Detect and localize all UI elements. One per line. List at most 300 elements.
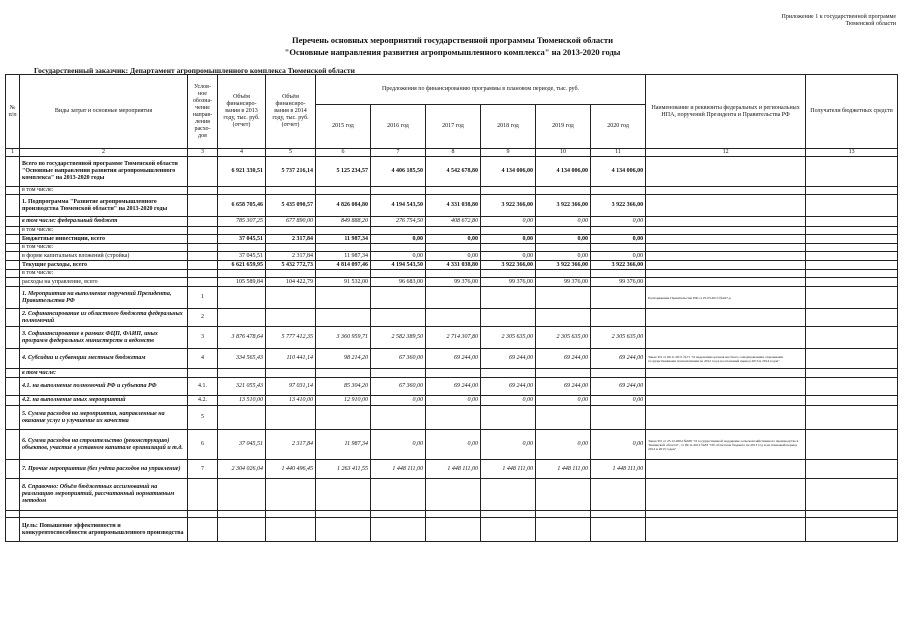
amount-cell — [218, 244, 266, 252]
amount-cell: 0,00 — [591, 235, 646, 244]
measure-name-cell: 1. Мероприятия на выполнение поручений Президента, Правительства РФ — [20, 287, 188, 309]
amount-cell — [591, 270, 646, 278]
npa-cell — [646, 195, 806, 217]
recipient-cell — [806, 252, 898, 261]
amount-cell: 37 045,51 — [218, 235, 266, 244]
amount-cell: 2 305 635,00 — [591, 327, 646, 349]
recipient-cell — [806, 195, 898, 217]
amount-cell — [591, 187, 646, 195]
header-vol2013: Объём финансиро- вания в 2013 году, тыс. руб. (отчет) — [218, 75, 266, 149]
table-row — [6, 252, 898, 261]
measure-name-cell: в том числе: федеральный бюджет — [20, 217, 188, 227]
column-number: 5 — [266, 149, 316, 157]
recipient-cell — [806, 327, 898, 349]
amount-cell: 105 589,84 — [218, 278, 266, 287]
amount-cell: 1 448 111,00 — [536, 460, 591, 479]
amount-cell: 0,00 — [536, 252, 591, 261]
row-number-cell — [6, 261, 20, 270]
row-number-cell — [6, 518, 20, 542]
column-number: 11 — [591, 149, 646, 157]
measure-name-cell: 8. Справочно: Объём бюджетных ассигнований на реализацию мероприятий, рассчитанный нормативным методом — [20, 479, 188, 511]
amount-cell — [426, 309, 481, 327]
amount-cell — [426, 270, 481, 278]
amount-cell — [218, 287, 266, 309]
column-number: 9 — [481, 149, 536, 157]
amount-cell — [266, 369, 316, 378]
column-number: 10 — [536, 149, 591, 157]
amount-cell: 321 055,43 — [218, 378, 266, 396]
amount-cell: 3 922 366,00 — [536, 195, 591, 217]
amount-cell: 0,00 — [591, 252, 646, 261]
amount-cell — [426, 511, 481, 518]
direction-code-cell — [188, 261, 218, 270]
npa-cell — [646, 261, 806, 270]
table-row — [6, 261, 898, 270]
amount-cell — [371, 227, 426, 235]
amount-cell — [218, 511, 266, 518]
amount-cell: 67 360,00 — [371, 378, 426, 396]
amount-cell — [266, 270, 316, 278]
amount-cell: 0,00 — [481, 430, 536, 460]
amount-cell — [218, 518, 266, 542]
recipient-cell — [806, 309, 898, 327]
amount-cell: 0,00 — [481, 235, 536, 244]
npa-cell — [646, 309, 806, 327]
amount-cell: 2 317,84 — [266, 252, 316, 261]
measure-name-cell: 5. Сумма расходов на мероприятия, направленные на оказание услуг и улучшение их качества — [20, 406, 188, 430]
column-number: 13 — [806, 149, 898, 157]
column-number: 3 — [188, 149, 218, 157]
row-number-cell — [6, 349, 20, 369]
amount-cell: 3 360 959,71 — [316, 327, 371, 349]
header-recipients: Получатели бюджетных средств — [806, 75, 898, 149]
amount-cell: 334 565,43 — [218, 349, 266, 369]
amount-cell: 97 031,14 — [266, 378, 316, 396]
amount-cell: 67 360,00 — [371, 349, 426, 369]
amount-cell: 4 542 678,80 — [426, 157, 481, 187]
amount-cell: 3 922 366,00 — [591, 261, 646, 270]
recipient-cell — [806, 261, 898, 270]
table-row — [6, 479, 898, 511]
amount-cell — [591, 369, 646, 378]
amount-cell: 99 376,00 — [536, 278, 591, 287]
amount-cell — [426, 406, 481, 430]
table-row — [6, 287, 898, 309]
direction-code-cell: 2 — [188, 309, 218, 327]
amount-cell — [218, 187, 266, 195]
table-body — [6, 157, 898, 542]
recipient-cell — [806, 244, 898, 252]
amount-cell — [371, 187, 426, 195]
amount-cell: 104 422,79 — [266, 278, 316, 287]
amount-cell: 110 441,14 — [266, 349, 316, 369]
amount-cell: 0,00 — [536, 217, 591, 227]
direction-code-cell: 6 — [188, 430, 218, 460]
amount-cell — [591, 518, 646, 542]
amount-cell — [266, 406, 316, 430]
column-number: 12 — [646, 149, 806, 157]
amount-cell: 98 214,20 — [316, 349, 371, 369]
amount-cell: 4 814 097,46 — [316, 261, 371, 270]
amount-cell: 2 582 389,50 — [371, 327, 426, 349]
amount-cell — [316, 479, 371, 511]
amount-cell — [536, 227, 591, 235]
amount-cell — [218, 270, 266, 278]
amount-cell: 2 305 635,00 — [536, 327, 591, 349]
recipient-cell — [806, 406, 898, 430]
amount-cell: 1 448 111,00 — [426, 460, 481, 479]
table-row — [6, 378, 898, 396]
amount-cell: 3 922 366,00 — [481, 195, 536, 217]
header-year: 2015 год — [316, 105, 371, 149]
amount-cell — [266, 479, 316, 511]
amount-cell: 4 194 543,50 — [371, 261, 426, 270]
row-number-cell — [6, 157, 20, 187]
recipient-cell — [806, 479, 898, 511]
npa-cell — [646, 378, 806, 396]
row-number-cell — [6, 511, 20, 518]
npa-cell — [646, 511, 806, 518]
measure-name-cell: Текущие расходы, всего — [20, 261, 188, 270]
amount-cell — [591, 309, 646, 327]
measure-name-cell: расходы на управление, всего — [20, 278, 188, 287]
amount-cell: 6 921 330,51 — [218, 157, 266, 187]
table-row — [6, 187, 898, 195]
amount-cell — [426, 227, 481, 235]
table-row — [6, 270, 898, 278]
amount-cell: 2 317,84 — [266, 235, 316, 244]
amount-cell: 69 244,00 — [481, 349, 536, 369]
amount-cell — [266, 511, 316, 518]
npa-cell — [646, 396, 806, 406]
row-number-cell — [6, 309, 20, 327]
document-title: Перечень основных мероприятий государственной программы Тюменской области — [291, 35, 614, 45]
direction-code-cell — [188, 479, 218, 511]
recipient-cell — [806, 270, 898, 278]
row-number-cell — [6, 460, 20, 479]
table-row — [6, 227, 898, 235]
recipient-cell — [806, 187, 898, 195]
amount-cell — [316, 270, 371, 278]
npa-cell: Закон ТО от 25.12.2004 №605 "О государственной поддержке сельскохозяйственного производства в Тюменской области", от 09.11.2012 №83 "Об областном бюджете на 2013 год и на плановый период 2014 и 2015 годов" — [646, 430, 806, 460]
measure-name-cell: 4. Субсидии и субвенции местным бюджетам — [20, 349, 188, 369]
row-number-cell — [6, 278, 20, 287]
direction-code-cell — [188, 157, 218, 187]
amount-cell: 1 448 111,00 — [371, 460, 426, 479]
npa-cell — [646, 479, 806, 511]
npa-cell — [646, 278, 806, 287]
amount-cell — [371, 406, 426, 430]
direction-code-cell — [188, 244, 218, 252]
amount-cell — [481, 270, 536, 278]
table-row — [6, 195, 898, 217]
amount-cell: 0,00 — [371, 430, 426, 460]
amount-cell: 0,00 — [371, 235, 426, 244]
npa-cell — [646, 406, 806, 430]
amount-cell — [316, 511, 371, 518]
amount-cell: 5 432 772,73 — [266, 261, 316, 270]
amount-cell: 96 683,00 — [371, 278, 426, 287]
table-row — [6, 511, 898, 518]
amount-cell — [316, 187, 371, 195]
column-number: 1 — [6, 149, 20, 157]
amount-cell — [481, 479, 536, 511]
amount-cell — [481, 406, 536, 430]
amount-cell — [426, 369, 481, 378]
table-row — [6, 369, 898, 378]
amount-cell — [371, 369, 426, 378]
table-row — [6, 349, 898, 369]
amount-cell: 4 331 038,80 — [426, 261, 481, 270]
row-number-cell — [6, 378, 20, 396]
measures-table — [5, 74, 898, 542]
table-row — [6, 327, 898, 349]
amount-cell: 5 737 216,14 — [266, 157, 316, 187]
amount-cell: 0,00 — [536, 235, 591, 244]
row-number-cell — [6, 195, 20, 217]
amount-cell: 69 244,00 — [426, 378, 481, 396]
direction-code-cell — [188, 369, 218, 378]
amount-cell: 0,00 — [426, 430, 481, 460]
amount-cell — [426, 287, 481, 309]
measure-name-cell: Всего по государственной программе Тюменской области "Основные направления развития агропромышленного комплекса" на 2013-2020 годы — [20, 157, 188, 187]
amount-cell — [481, 187, 536, 195]
amount-cell: 6 621 659,95 — [218, 261, 266, 270]
amount-cell — [316, 369, 371, 378]
row-number-cell — [6, 227, 20, 235]
amount-cell — [371, 511, 426, 518]
header-year: 2019 год — [536, 105, 591, 149]
appendix-line: Тюменской области — [845, 21, 896, 27]
amount-cell — [218, 369, 266, 378]
table-row — [6, 406, 898, 430]
npa-cell — [646, 217, 806, 227]
amount-cell: 13 410,00 — [266, 396, 316, 406]
amount-cell: 5 435 090,57 — [266, 195, 316, 217]
row-number-cell — [6, 252, 20, 261]
amount-cell — [266, 187, 316, 195]
amount-cell — [536, 287, 591, 309]
amount-cell: 0,00 — [591, 430, 646, 460]
amount-cell: 0,00 — [591, 217, 646, 227]
recipient-cell — [806, 369, 898, 378]
amount-cell — [371, 287, 426, 309]
amount-cell — [266, 518, 316, 542]
amount-cell: 4 194 543,50 — [371, 195, 426, 217]
recipient-cell — [806, 460, 898, 479]
row-number-cell — [6, 479, 20, 511]
recipient-cell — [806, 511, 898, 518]
direction-code-cell: 1 — [188, 287, 218, 309]
amount-cell — [536, 369, 591, 378]
appendix-line: Приложение 1 к государственной программе — [781, 14, 896, 20]
amount-cell: 2 714 307,80 — [426, 327, 481, 349]
amount-cell: 99 376,00 — [481, 278, 536, 287]
column-number: 7 — [371, 149, 426, 157]
amount-cell — [371, 270, 426, 278]
amount-cell: 11 987,34 — [316, 235, 371, 244]
direction-code-cell — [188, 511, 218, 518]
recipient-cell — [806, 157, 898, 187]
table-row — [6, 460, 898, 479]
amount-cell: 1 448 111,00 — [481, 460, 536, 479]
column-number: 6 — [316, 149, 371, 157]
measure-name-cell: 6. Сумма расходов на строительство (реконструкцию) объектов, участие в уставном капитале организаций и т.д. — [20, 430, 188, 460]
amount-cell: 5 777 412,35 — [266, 327, 316, 349]
amount-cell — [426, 244, 481, 252]
amount-cell: 1 448 111,00 — [591, 460, 646, 479]
row-number-cell — [6, 287, 20, 309]
amount-cell — [218, 227, 266, 235]
direction-code-cell — [188, 278, 218, 287]
amount-cell: 0,00 — [426, 396, 481, 406]
recipient-cell — [806, 349, 898, 369]
header-npa: Наименование и реквизиты федеральных и региональных НПА, поручений Президента и Правительства РФ — [646, 75, 806, 149]
npa-cell — [646, 518, 806, 542]
amount-cell — [426, 479, 481, 511]
amount-cell — [316, 244, 371, 252]
header-vol2014: Объём финансиро- вания в 2014 году, тыс. руб. (отчет) — [266, 75, 316, 149]
direction-code-cell: 3 — [188, 327, 218, 349]
measure-name-cell: 4.2. на выполнение иных мероприятий — [20, 396, 188, 406]
amount-cell: 99 376,00 — [591, 278, 646, 287]
amount-cell: 13 510,00 — [218, 396, 266, 406]
row-number-cell — [6, 187, 20, 195]
amount-cell — [316, 227, 371, 235]
header-year: 2016 год — [371, 105, 426, 149]
amount-cell: 677 890,00 — [266, 217, 316, 227]
measure-name-cell: Цель: Повышение эффективности и конкурентоспособности агропромышленного производства — [20, 518, 188, 542]
amount-cell: 69 244,00 — [536, 378, 591, 396]
amount-cell — [218, 479, 266, 511]
amount-cell: 0,00 — [371, 252, 426, 261]
row-number-cell — [6, 369, 20, 378]
amount-cell: 12 910,00 — [316, 396, 371, 406]
recipient-cell — [806, 287, 898, 309]
amount-cell: 4 134 006,00 — [536, 157, 591, 187]
amount-cell — [316, 309, 371, 327]
header-year: 2018 год — [481, 105, 536, 149]
amount-cell — [316, 518, 371, 542]
amount-cell — [316, 406, 371, 430]
measure-name-cell: в том числе: — [20, 227, 188, 235]
header-year: 2020 год — [591, 105, 646, 149]
amount-cell: 11 987,34 — [316, 252, 371, 261]
measure-name-cell — [20, 511, 188, 518]
amount-cell — [426, 518, 481, 542]
amount-cell: 99 376,00 — [426, 278, 481, 287]
amount-cell: 1 263 411,55 — [316, 460, 371, 479]
table-row — [6, 309, 898, 327]
amount-cell: 37 045,51 — [218, 430, 266, 460]
amount-cell: 3 922 366,00 — [591, 195, 646, 217]
amount-cell: 4 406 185,50 — [371, 157, 426, 187]
direction-code-cell — [188, 235, 218, 244]
recipient-cell — [806, 235, 898, 244]
amount-cell: 0,00 — [481, 252, 536, 261]
amount-cell — [591, 479, 646, 511]
amount-cell: 2 317,84 — [266, 430, 316, 460]
direction-code-cell: 4 — [188, 349, 218, 369]
npa-cell — [646, 252, 806, 261]
measure-name-cell: Бюджетные инвестиции, всего — [20, 235, 188, 244]
measure-name-cell: 1. Подпрограмма "Развитие агропромышленного производства Тюменской области" на 2013-2020 годы — [20, 195, 188, 217]
amount-cell — [536, 406, 591, 430]
npa-cell: Распоряжение Правительства РФ от 25.03.2013 №427-р — [646, 287, 806, 309]
amount-cell: 69 244,00 — [591, 378, 646, 396]
recipient-cell — [806, 227, 898, 235]
amount-cell: 2 304 026,04 — [218, 460, 266, 479]
amount-cell: 69 244,00 — [426, 349, 481, 369]
row-number-cell — [6, 430, 20, 460]
amount-cell: 0,00 — [536, 430, 591, 460]
amount-cell: 4 826 084,80 — [316, 195, 371, 217]
amount-cell — [266, 309, 316, 327]
appendix-note — [700, 14, 896, 28]
customer-line: Государственный заказчик: Департамент агропромышленного комплекса Тюменской области — [34, 66, 355, 75]
npa-cell — [646, 227, 806, 235]
direction-code-cell: 4.1. — [188, 378, 218, 396]
amount-cell: 3 922 366,00 — [536, 261, 591, 270]
amount-cell — [218, 406, 266, 430]
table-row — [6, 430, 898, 460]
amount-cell: 849 888,20 — [316, 217, 371, 227]
amount-cell — [371, 244, 426, 252]
row-number-cell — [6, 396, 20, 406]
amount-cell: 6 658 705,46 — [218, 195, 266, 217]
npa-cell — [646, 460, 806, 479]
amount-cell: 2 305 635,00 — [481, 327, 536, 349]
table-row — [6, 235, 898, 244]
recipient-cell — [806, 396, 898, 406]
amount-cell — [316, 287, 371, 309]
direction-code-cell: 5 — [188, 406, 218, 430]
amount-cell: 3 876 478,64 — [218, 327, 266, 349]
npa-cell — [646, 187, 806, 195]
amount-cell: 0,00 — [591, 396, 646, 406]
amount-cell: 5 125 234,57 — [316, 157, 371, 187]
amount-cell — [591, 406, 646, 430]
header-year: 2017 год — [426, 105, 481, 149]
amount-cell — [591, 511, 646, 518]
header-proposed: Предложения по финансированию программы в плановом периоде, тыс. руб. — [316, 75, 646, 105]
amount-cell — [371, 309, 426, 327]
amount-cell — [591, 244, 646, 252]
direction-code-cell — [188, 518, 218, 542]
amount-cell — [266, 287, 316, 309]
amount-cell — [218, 309, 266, 327]
npa-cell — [646, 270, 806, 278]
amount-cell: 11 987,34 — [316, 430, 371, 460]
npa-cell — [646, 327, 806, 349]
direction-code-cell — [188, 252, 218, 261]
npa-cell — [646, 244, 806, 252]
direction-code-cell — [188, 195, 218, 217]
amount-cell — [481, 511, 536, 518]
npa-cell: Закон ТО от 09.11.2011 №71 "О наделении органов местного самоуправления отдельными государственными полномочиями на 2012 год и на плановый период 2013 и 2014 годов" — [646, 349, 806, 369]
column-number-row — [6, 149, 898, 157]
amount-cell — [426, 187, 481, 195]
amount-cell: 37 045,51 — [218, 252, 266, 261]
amount-cell: 0,00 — [371, 396, 426, 406]
column-number: 4 — [218, 149, 266, 157]
direction-code-cell: 4.2. — [188, 396, 218, 406]
column-number: 2 — [20, 149, 188, 157]
amount-cell — [481, 244, 536, 252]
direction-code-cell — [188, 217, 218, 227]
amount-cell — [536, 270, 591, 278]
npa-cell — [646, 369, 806, 378]
